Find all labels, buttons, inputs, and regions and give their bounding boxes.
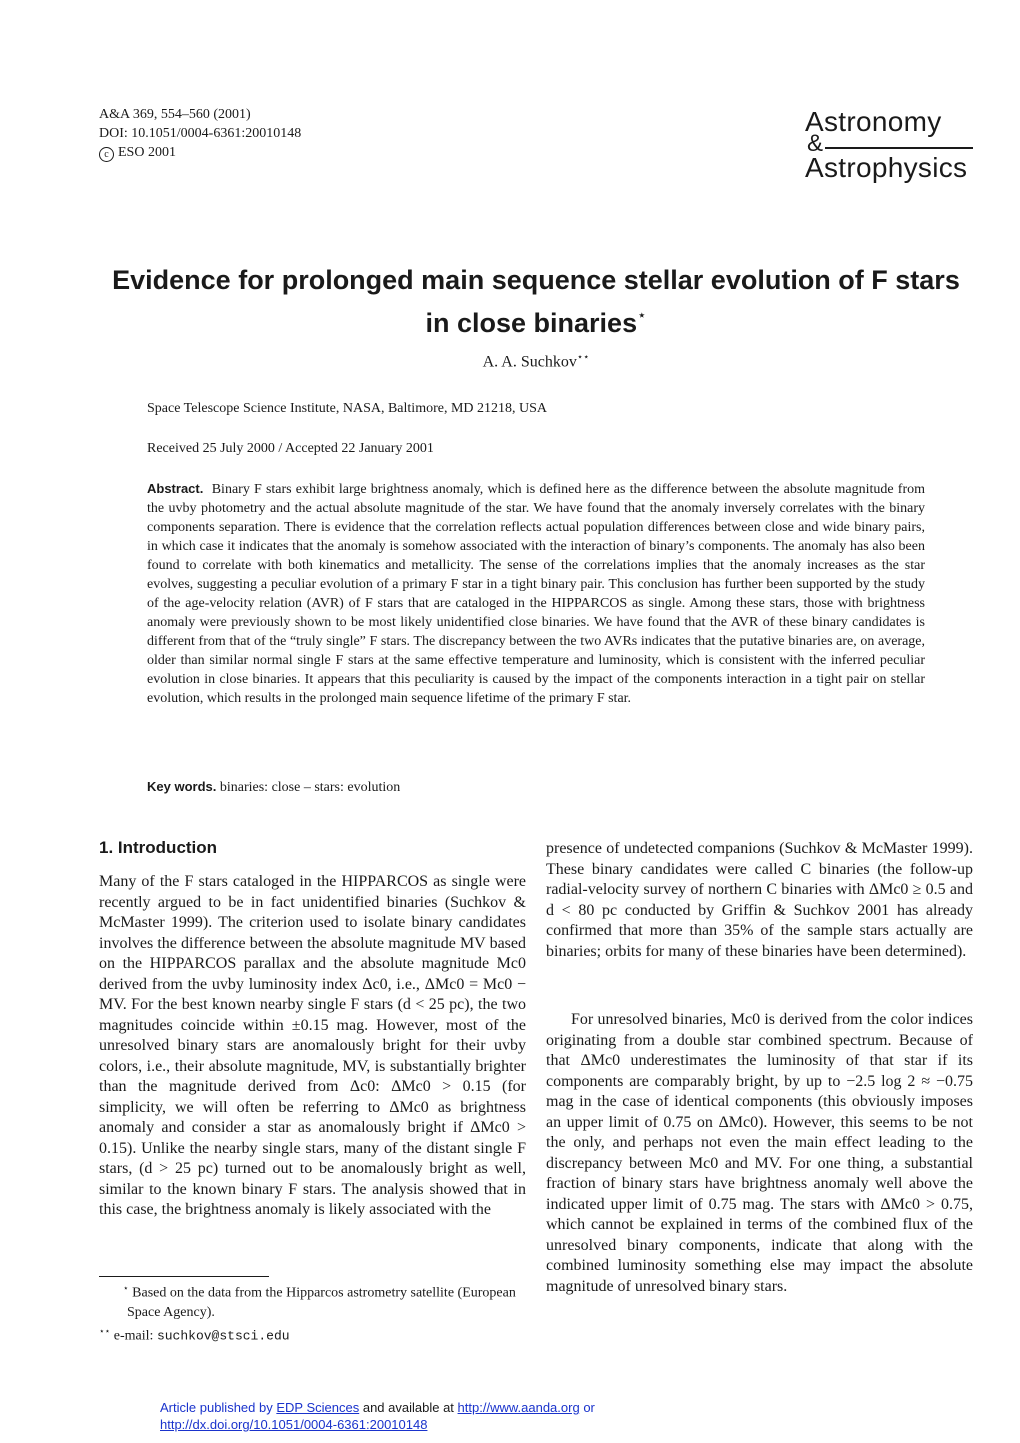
logo-astronomy: Astronomy <box>805 106 942 137</box>
footnote-rule <box>99 1276 269 1277</box>
title-line-1: Evidence for prolonged main sequence stellar evolution of F stars <box>112 265 960 295</box>
footnotes <box>99 1279 526 1345</box>
author: A. A. Suchkov⋆⋆ <box>482 352 590 371</box>
section-heading: 1. Introduction <box>99 838 218 857</box>
journal-logo <box>805 106 973 184</box>
paper-title <box>99 262 973 341</box>
keywords-text: binaries: close – stars: evolution <box>219 780 401 795</box>
doi-line: DOI: 10.1051/0004-6361:20010148 <box>99 126 302 141</box>
abstract-label: Abstract. <box>147 481 204 496</box>
aanda-link[interactable]: http://www.aanda.org <box>457 1400 580 1415</box>
copyright-line: c ESO 2001 <box>99 143 301 162</box>
affiliation: Space Telescope Science Institute, NASA, Baltimore, MD 21218, USA <box>147 401 548 416</box>
footnote-1: ⋆ Based on the data from the Hipparcos astrometry satellite (European Space Agency). <box>123 1283 516 1320</box>
author-footnote-marker[interactable]: ⋆⋆ <box>576 352 590 363</box>
edp-sciences-link[interactable]: EDP Sciences <box>276 1400 360 1415</box>
copyright-icon: c <box>99 147 114 162</box>
body-paragraph: Many of the F stars cataloged in the HIPPARCOS as single were recently argued to be in fact unidentified binaries (Suchkov & McMaster 1999). The criterion used to isolate binary candidates involves the difference between the absolute magnitude MV based on the HIPPARCOS parallax and the absolute magnitude Mc0 derived from the uvby luminosity index Δc0, i.e., ΔMc0 = Mc0 − MV. For the best known nearby single F stars (d < 25 pc), the two magnitudes coincide within ±0.15 mag. However, most of the unresolved binary stars are anomalously bright for their uvby colors, i.e., their absolute magnitude, MV, is substantially brighter than the magnitude derived from Δc0: ΔMc0 > 0.15 (for simplicity, we will often be referring to ΔMc0 as brightness anomaly and consider a star as anomalously bright if ΔMc0 > 0.15). Unlike the nearby single stars, many of the distant single F stars, (d > 25 pc) turned out to be anomalously bright as well, similar to the known binary F stars. The analysis showed that in this case, the brightness anomaly is likely associated with the <box>99 873 527 1218</box>
citation-header <box>99 105 301 162</box>
title-line-2: in close binaries⋆ <box>425 307 647 338</box>
footnote-2: ⋆⋆ e-mail: suchkov@stsci.edu <box>99 1325 290 1344</box>
received-dates: Received 25 July 2000 / Accepted 22 January 2001 <box>147 441 434 456</box>
logo-line <box>825 147 973 149</box>
citation-line: A&A 369, 554–560 (2001) <box>99 107 251 122</box>
body-right-column <box>546 839 973 962</box>
logo-ampersand: & <box>807 130 824 157</box>
body-paragraph: presence of undetected companions (Suchkov & McMaster 1999). These binary candidates were called C binaries (the follow-up radial-velocity survey of northern C binaries with ΔMc0 ≥ 0.5 and d < 80 pc conducted by Griffin & Suchkov 2001 has already confirmed that more than 35% of the sample stars actually are binaries; orbits for many of these binaries have been determined). <box>546 840 973 960</box>
title-footnote-marker[interactable]: ⋆ <box>637 307 647 324</box>
logo-astrophysics: Astrophysics <box>805 152 968 183</box>
abstract-text: Binary F stars exhibit large brightness anomaly, which is defined here as the difference between the absolute magnitude from the uvby photometry and the actual absolute magnitude of the star. We have found that the anomaly inversely correlates with the binary components separation. There is evidence that the correlation reflects actual population differences between close and wide binary pairs, in which case it indicates that the anomaly is somehow associated with the interaction of binary’s components. The anomaly has also been found to correlate with both kinematics and metallicity. The sense of the correlations implies that the anomaly increases as the star evolves, suggesting a peculiar evolution of a primary F star in a tight binary pair. This conclusion has further been supported by the study of the age-velocity relation (AVR) of F stars that are cataloged in the HIPPARCOS as single. Among these stars, those with brightness anomaly were previously shown to be most likely unidentified close binaries. We have found that the AVR of these binary candidates is different from that of the “truly single” F stars. The discrepancy between the two AVRs indicates that the putative binaries are, on average, older than similar normal single F stars at the same effective temperature and luminosity, which is consistent with the inferred peculiar evolution in close binaries. It appears that this peculiarity is caused by the impact of the components interaction in a tight pair on stellar evolution, which results in the prolonged main sequence lifetime of the primary F star. <box>147 482 925 706</box>
logo-rule <box>805 130 973 157</box>
keywords-label: Key words. <box>147 779 217 794</box>
email-link[interactable]: suchkov@stsci.edu <box>156 1328 290 1344</box>
abstract <box>147 479 925 708</box>
doi-link[interactable]: http://dx.doi.org/10.1051/0004-6361:20010148 <box>160 1417 428 1432</box>
body-paragraph-2: For unresolved binaries, Mc0 is derived from the color indices originating from a double star combined spectrum. Because of that ΔMc0 underestimates the luminosity of that star if its components are comparably bright, by up to −2.5 log 2 ≈ −0.75 mag in the case of identical components (this obviously imposes an upper limit of 0.75 on ΔMc0). However, this seems to be not the only, and perhaps not even the main effect leading to the discrepancy between Mc0 and MV. For one thing, a substantial fraction of binary stars have brightness anomaly well above the indicated upper limit of 0.75 mag. The stars with ΔMc0 > 0.75, which cannot be explained in terms of the combined flux of the unresolved binary components, indicate that along with the combined luminosity something else may impact the absolute magnitude of unresolved binary stars. <box>546 1011 973 1295</box>
publisher-footer: Article published by EDP Sciences and available at http://www.aanda.org or http://dx.doi.org/10.1051/0004-6361:20010148 <box>160 1400 595 1432</box>
body-left-column <box>99 872 526 1221</box>
keywords <box>147 779 400 796</box>
